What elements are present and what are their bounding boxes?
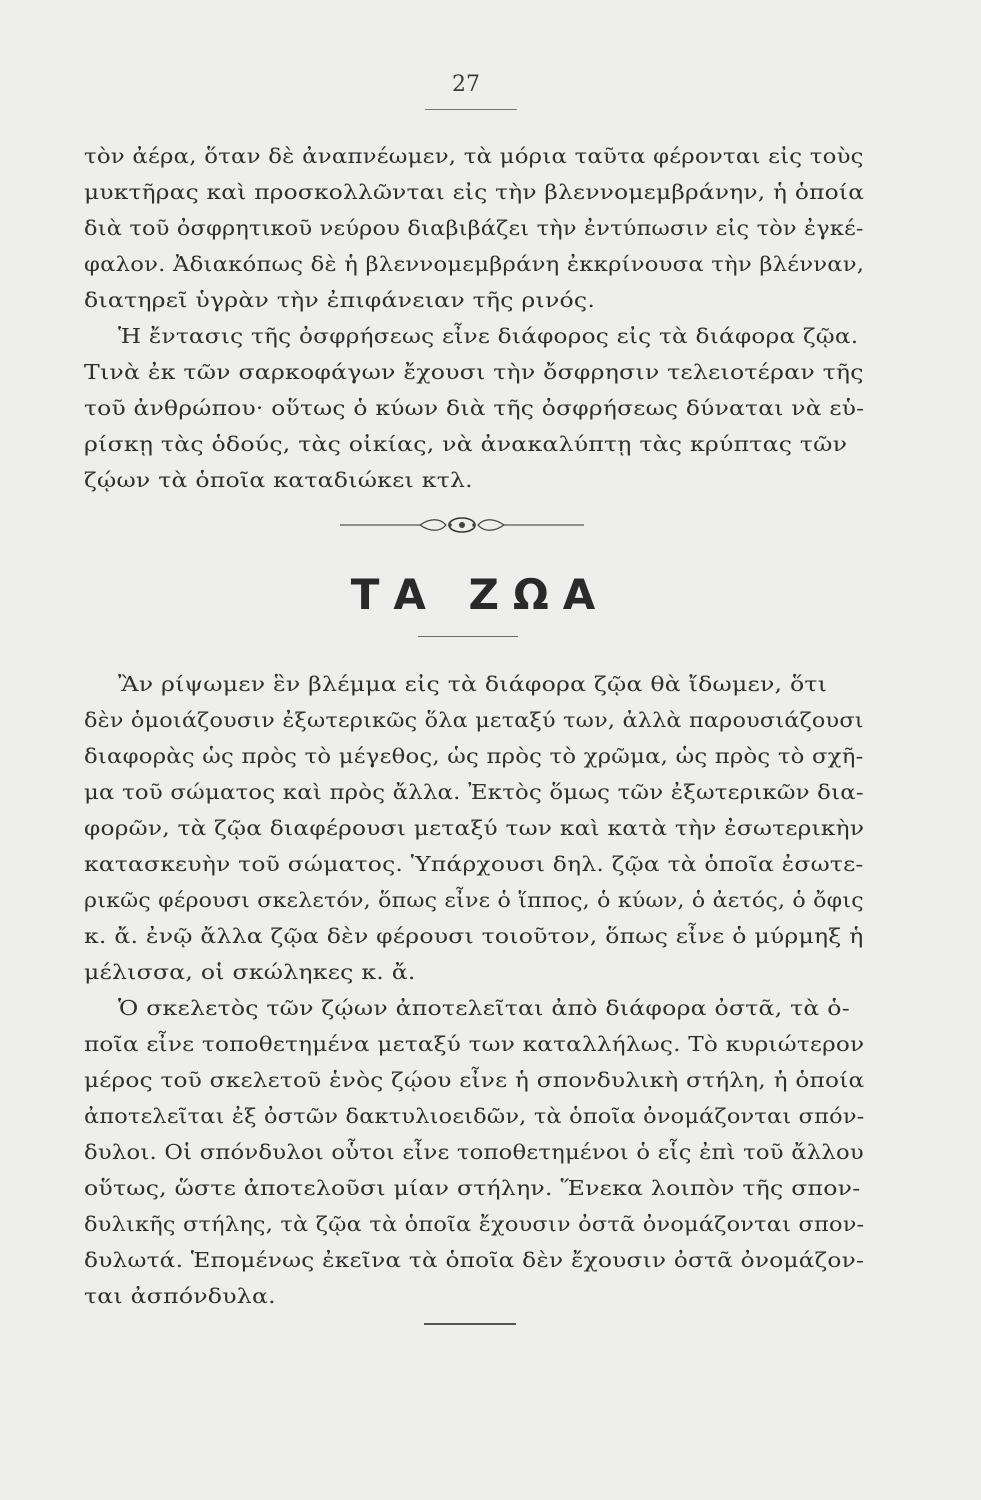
text-line: Τινὰ ἐκ τῶν σαρκοφάγων ἔχουσι τὴν ὄσφρησιν τελειοτέραν τῆς xyxy=(84,360,864,384)
text-line: τοῦ ἀνθρώπου· οὕτως ὁ κύων διὰ τῆς ὀσφρήσεως δύναται νὰ εὑ- xyxy=(84,396,865,420)
text-line: διὰ τοῦ ὀσφρητικοῦ νεύρου διαβιβάζει τὴν ἐντύπωσιν εἰς τὸν ἐγκέ- xyxy=(84,216,864,240)
text-line: φαλον. Ἀδιακόπως δὲ ἡ βλεννομεμβράνη ἐκκρίνουσα τὴν βλένναν, xyxy=(84,252,865,276)
text-line: ἀποτελεῖται ἐξ ὀστῶν δακτυλιοειδῶν, τὰ ὁποῖα ὀνομάζονται σπόν- xyxy=(84,1104,865,1128)
text-line: μυκτῆρας καὶ προσκολλῶνται εἰς τὴν βλεννομεμβράνην, ἡ ὁποία xyxy=(84,180,865,204)
text-line: φορῶν, τὰ ζῷα διαφέρουσι μεταξύ των καὶ κατὰ τὴν ἐσωτερικὴν xyxy=(84,816,865,840)
page-number: 27 xyxy=(452,72,480,97)
section-title: ΤΑ ΖΩΑ xyxy=(350,570,610,619)
text-line: οὕτως, ὥστε ἀποτελοῦσι μίαν στήλην. Ἕνεκα λοιπὸν τῆς σπον- xyxy=(84,1176,861,1200)
text-line: ζῴων τὰ ὁποῖα καταδιώκει κτλ. xyxy=(84,468,473,492)
text-line: Ἂν ρίψωμεν ἓν βλέμμα εἰς τὰ διάφορα ζῷα θὰ ἴδωμεν, ὅτι xyxy=(118,672,828,696)
text-line: ται ἀσπόνδυλα. xyxy=(84,1284,276,1308)
text-line: μέρος τοῦ σκελετοῦ ἑνὸς ζῴου εἶνε ἡ σπονδυλικὴ στήλη, ἡ ὁποία xyxy=(84,1068,865,1092)
text-line: Ὁ σκελετὸς τῶν ζῴων ἀποτελεῖται ἀπὸ διάφορα ὀστᾶ, τὰ ὁ- xyxy=(118,996,850,1020)
text-line: δὲν ὁμοιάζουσιν ἐξωτερικῶς ὅλα μεταξύ των, ἀλλὰ παρουσιάζουσι xyxy=(84,708,864,732)
text-line: δυλωτά. Ἑπομένως ἐκεῖνα τὰ ὁποῖα δὲν ἔχουσιν ὀστᾶ ὀνομάζον- xyxy=(84,1248,865,1272)
text-line: δυλικῆς στήλης, τὰ ζῷα τὰ ὁποῖα ἔχουσιν ὀστᾶ ὀνομάζονται σπον- xyxy=(84,1212,865,1236)
text-line: μέλισσα, οἱ σκώληκες κ. ἄ. xyxy=(84,960,416,984)
text-line: κατασκευὴν τοῦ σώματος. Ὑπάρχουσι δηλ. ζῷα τὰ ὁποῖα ἐσωτε- xyxy=(84,852,864,876)
text-line: Ἡ ἔντασις τῆς ὀσφρήσεως εἶνε διάφορος εἰς τὰ διάφορα ζῷα. xyxy=(118,324,859,348)
text-line: ποῖα εἶνε τοποθετημένα μεταξύ των καταλλήλως. Τὸ κυριώτερον xyxy=(84,1032,865,1056)
text-line: ρικῶς φέρουσι σκελετόν, ὅπως εἶνε ὁ ἵππος, ὁ κύων, ὁ ἀετός, ὁ ὄφις xyxy=(84,888,864,912)
ornament-divider xyxy=(340,516,584,534)
page-number-rule xyxy=(425,109,517,110)
text-line: μα τοῦ σώματος καὶ πρὸς ἄλλα. Ἐκτὸς ὅμως τῶν ἐξωτερικῶν δια- xyxy=(84,780,864,804)
end-rule xyxy=(424,1323,516,1325)
text-line: διατηρεῖ ὑγρὰν τὴν ἐπιφάνειαν τῆς ρινός. xyxy=(84,288,596,312)
text-line: ρίσκῃ τὰς ὁδούς, τὰς οἰκίας, νὰ ἀνακαλύπτῃ τὰς κρύπτας τῶν xyxy=(84,432,848,456)
title-rule xyxy=(418,636,518,637)
text-line: κ. ἄ. ἐνῷ ἄλλα ζῷα δὲν φέρουσι τοιοῦτον, ὅπως εἶνε ὁ μύρμηξ ἡ xyxy=(84,924,864,948)
text-line: τὸν ἀέρα, ὅταν δὲ ἀναπνέωμεν, τὰ μόρια ταῦτα φέρονται εἰς τοὺς xyxy=(84,144,864,168)
text-line: δυλοι. Οἱ σπόνδυλοι οὗτοι εἶνε τοποθετημένοι ὁ εἷς ἐπὶ τοῦ ἄλλου xyxy=(84,1140,864,1164)
text-line: διαφορὰς ὡς πρὸς τὸ μέγεθος, ὡς πρὸς τὸ χρῶμα, ὡς πρὸς τὸ σχῆ- xyxy=(84,744,864,768)
